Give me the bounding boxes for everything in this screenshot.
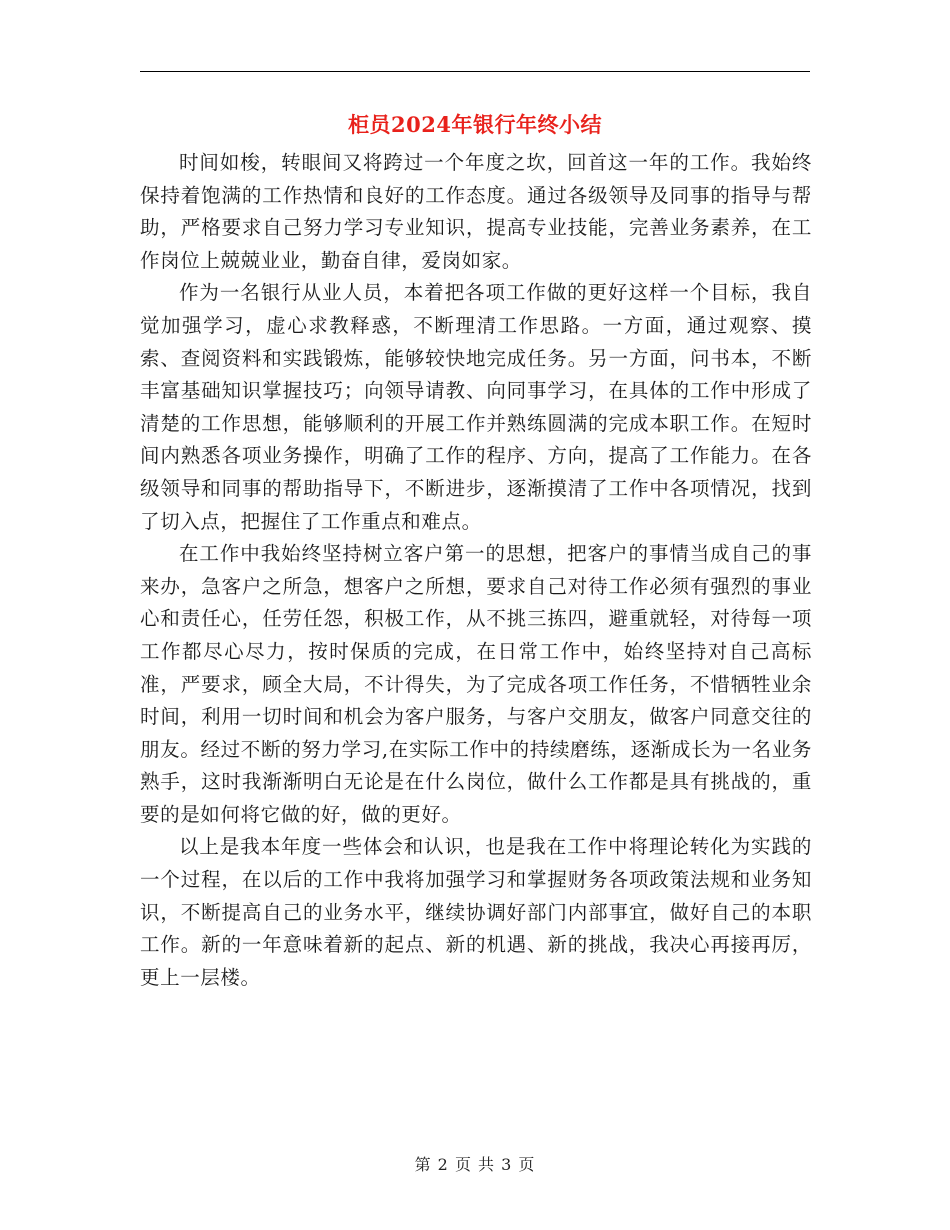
header-rule — [140, 71, 810, 72]
document-title: 柜员2024年银行年终小结 — [348, 112, 602, 137]
paragraph-2: 作为一名银行从业人员，本着把各项工作做的更好这样一个目标，我自觉加强学习，虚心求教释惑，不断理清工作思路。一方面，通过观察、摸索、查阅资料和实践锻炼，能够较快地完成任务。另一方面，问书本，不断丰富基础知识掌握技巧；向领导请教、向同事学习，在具体的工作中形成了清楚的工作思想，能够顺利的开展工作并熟练圆满的完成本职工作。在短时间内熟悉各项业务操作，明确了工作的程序、方向，提高了工作能力。在各级领导和同事的帮助指导下，不断进步，逐渐摸清了工作中各项情况，找到了切入点，把握住了工作重点和难点。 — [140, 281, 812, 533]
paragraph-4: 以上是我本年度一些体会和认识，也是我在工作中将理论转化为实践的一个过程，在以后的工作中我将加强学习和掌握财务各项政策法规和业务知识，不断提高自己的业务水平，继续协调好部门内部事宜，做好自己的本职工作。新的一年意味着新的起点、新的机遇、新的挑战，我决心再接再厉，更上一层楼。 — [140, 835, 812, 989]
page-number: 第 2 页 共 3 页 — [414, 1155, 536, 1174]
paragraph-1: 时间如梭，转眼间又将跨过一个年度之坎，回首这一年的工作。我始终保持着饱满的工作热情和良好的工作态度。通过各级领导及同事的指导与帮助，严格要求自己努力学习专业知识，提高专业技能，完善业务素养，在工作岗位上兢兢业业，勤奋自律，爱岗如家。 — [140, 151, 812, 272]
paragraph-3: 在工作中我始终坚持树立客户第一的思想，把客户的事情当成自己的事来办，急客户之所急，想客户之所想，要求自己对待工作必须有强烈的事业心和责任心，任劳任怨，积极工作，从不挑三拣四，避重就轻，对待每一项工作都尽心尽力，按时保质的完成，在日常工作中，始终坚持对自己高标准，严要求，顾全大局，不计得失，为了完成各项工作任务，不惜牺牲业余时间，利用一切时间和机会为客户服务，与客户交朋友，做客户同意交往的朋友。经过不断的努力学习,在实际工作中的持续磨练，逐渐成长为一名业务熟手，这时我渐渐明白无论是在什么岗位，做什么工作都是具有挑战的，重要的是如何将它做的好，做的更好。 — [140, 542, 812, 826]
document-body — [140, 147, 812, 994]
